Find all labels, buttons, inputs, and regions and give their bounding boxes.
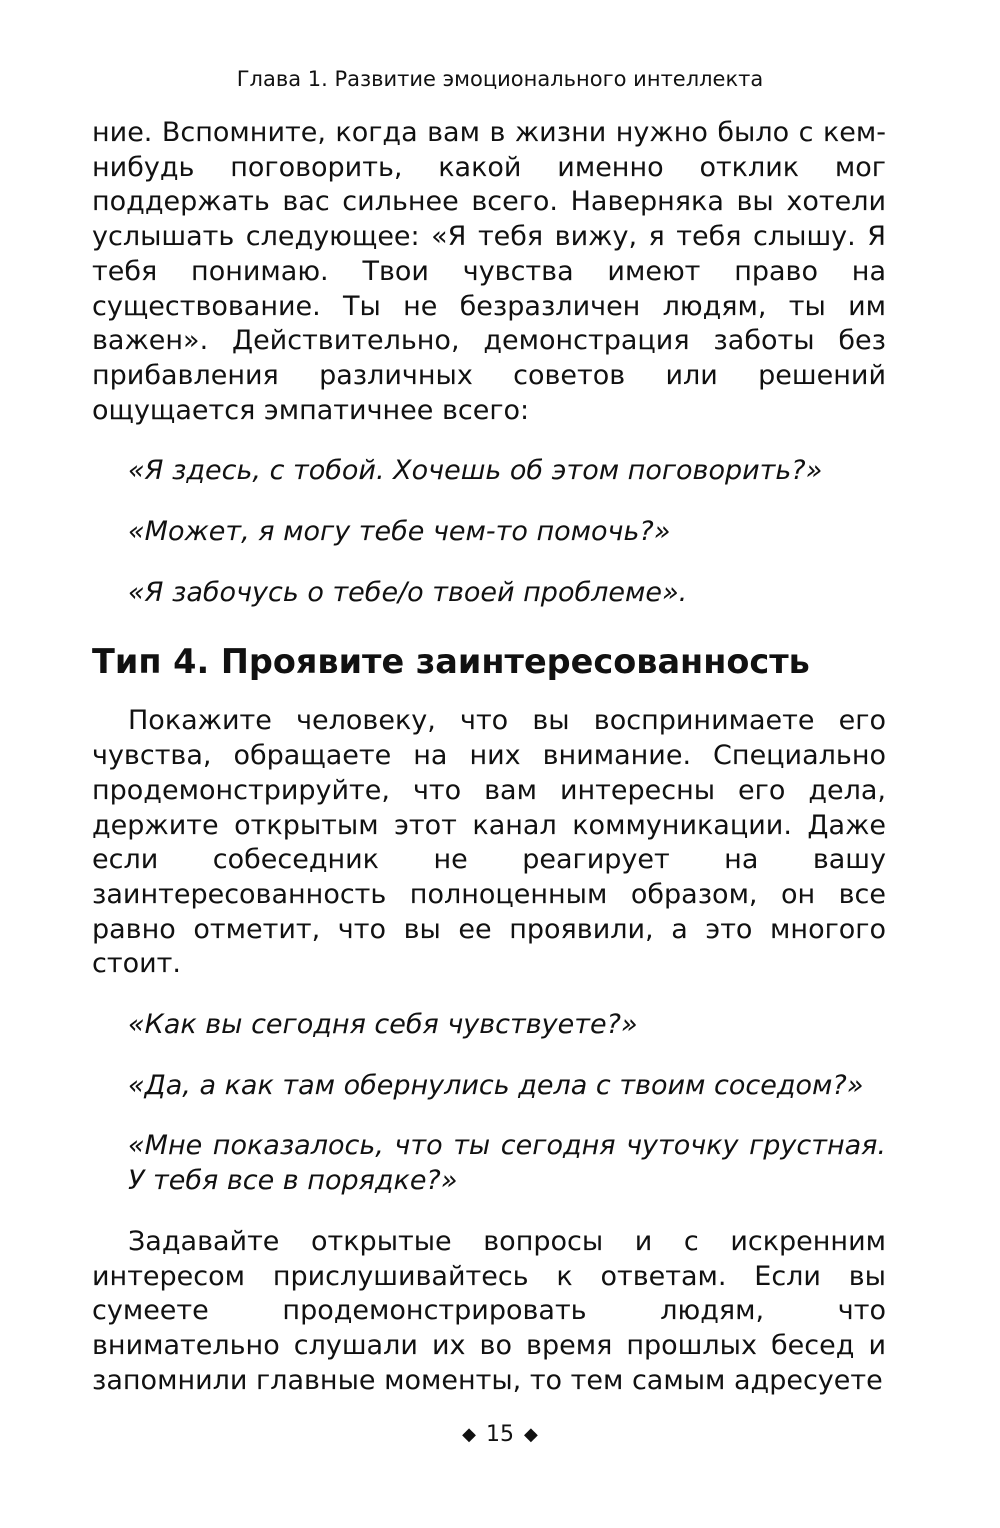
quote-3: «Я забочусь о тебе/о твоей проблеме». [128, 576, 688, 608]
page-number: 15 [486, 1422, 514, 1447]
paragraph-2: Покажите человеку, что вы воспринимаете его чувства, обращаете на них внимание. Специально продемонстрируйте, что вам интересны его дела, держите открытым этот канал коммуникации. Даже если собеседник не реагирует на вашу заинтересованность полноценным образом, он все равно отметит, что вы ее проявили, а это многого стоит. [92, 705, 886, 980]
quote-1: «Я здесь, с тобой. Хочешь об этом поговорить?» [128, 455, 823, 487]
quote-6: «Мне показалось, что ты сегодня чуточку грустная. У тебя все в порядке?» [128, 1130, 886, 1197]
page-footer [0, 1418, 1000, 1452]
paragraph-3: Задавайте открытые вопросы и с искренним интересом прислушивайтесь к ответам. Если вы сумеете продемонстрировать людям, что внимательно слушали их во время прошлых бесед и запомнили главные моменты, то тем самым адресуете [92, 1225, 886, 1396]
ornament-right-icon: ◆ [524, 1424, 538, 1445]
paragraph-1: ние. Вспомните, когда вам в жизни нужно было с кем-нибудь поговорить, какой именно отклик мог поддержать вас сильнее всего. Наверняка вы хотели услышать следующее: «Я тебя вижу, я тебя слышу. Я тебя понимаю. Твои чувства имеют право на существование. Ты не безразличен людям, ты им важен». Действительно, демонстрация заботы без прибавления различных советов или решений ощущается эмпатичнее всего: [92, 117, 886, 426]
running-head: Глава 1. Развитие эмоционального интеллекта [236, 67, 764, 91]
ornament-left-icon: ◆ [462, 1424, 476, 1445]
quote-2: «Может, я могу тебе чем-то помочь?» [128, 516, 671, 548]
text-block [92, 116, 886, 1398]
quote-5: «Да, а как там обернулись дела с твоим соседом?» [128, 1069, 864, 1101]
section-heading: Тип 4. Проявите заинтересованность [92, 642, 810, 682]
quote-4: «Как вы сегодня себя чувствуете?» [128, 1009, 638, 1041]
